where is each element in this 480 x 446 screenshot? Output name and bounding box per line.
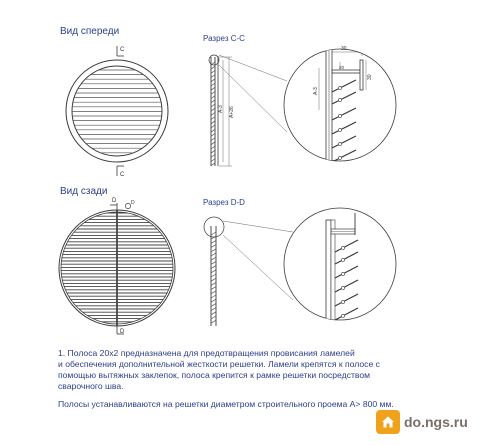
section-cc-hatch bbox=[211, 117, 215, 120]
detail-c-rivet bbox=[338, 156, 341, 159]
detail-c-louvre bbox=[332, 92, 356, 104]
section-dd-hatch bbox=[211, 316, 216, 319]
detail-c-louvre bbox=[332, 136, 356, 148]
detail-c-louvre bbox=[332, 80, 356, 92]
section-cc-hatch bbox=[211, 138, 215, 141]
section-dd-hatch bbox=[211, 295, 216, 298]
detail-c-rivet bbox=[338, 142, 341, 145]
section-dd-hatch bbox=[211, 249, 216, 252]
watermark bbox=[376, 409, 468, 435]
front-louvres bbox=[60, 70, 175, 153]
detail-d-rivet bbox=[341, 258, 344, 261]
section-cc-hatch bbox=[211, 66, 215, 69]
section-dd-hatch bbox=[211, 261, 216, 264]
section-cc-hatch bbox=[211, 142, 215, 145]
detail-c-rivet bbox=[338, 128, 341, 131]
detail-c-rivet bbox=[338, 98, 341, 101]
detail-c bbox=[284, 46, 396, 167]
back-bottom-mark: D bbox=[120, 329, 125, 335]
detail-d-rivet bbox=[341, 286, 344, 289]
front-bottom-mark: C bbox=[120, 172, 125, 178]
section-cc-hatch bbox=[211, 163, 215, 166]
detail-c-louvre bbox=[332, 122, 356, 134]
section-cc-hatch bbox=[211, 112, 215, 115]
leader-line-dd-top bbox=[223, 221, 293, 232]
section-dd-hatch bbox=[211, 240, 216, 243]
detail-d-rivet bbox=[341, 272, 344, 275]
front-top-mark: C bbox=[120, 47, 125, 53]
section-dd-hatch bbox=[211, 257, 216, 260]
section-cc-hatch bbox=[211, 154, 215, 157]
section-cc-hatch bbox=[211, 125, 215, 128]
section-cc-hatch bbox=[211, 108, 215, 111]
front-view-grille bbox=[60, 60, 175, 162]
detail-c-dim-top: 30 bbox=[341, 46, 347, 52]
back-cut-marks bbox=[110, 198, 135, 335]
section-cc-hatch bbox=[211, 70, 215, 73]
detail-d-louvre bbox=[335, 294, 358, 306]
detail-c-louvre bbox=[332, 150, 356, 162]
section-dd-hatch bbox=[211, 278, 216, 281]
section-cc-hatch bbox=[211, 129, 215, 132]
section-dd-hatch bbox=[211, 320, 216, 323]
section-dd-hatch bbox=[211, 266, 216, 269]
detail-d bbox=[284, 208, 396, 330]
section-cc-hatch bbox=[211, 133, 215, 136]
section-cc bbox=[209, 55, 235, 166]
section-dd-hatch bbox=[211, 287, 216, 290]
detail-c-rivet bbox=[338, 86, 341, 89]
section-cc-hatch bbox=[211, 146, 215, 149]
note-line-2: и обеспечения дополнительной жесткости решетки. Ламели крепятся к полосе с bbox=[58, 359, 380, 369]
section-cc-hatch bbox=[211, 75, 215, 78]
section-dd-hatch bbox=[211, 303, 216, 306]
front-view-title: Вид спереди bbox=[60, 26, 120, 37]
back-view-grille bbox=[55, 210, 180, 326]
section-cc-hatch bbox=[211, 121, 215, 124]
section-dd-hatch bbox=[211, 312, 216, 315]
section-cc-hatch bbox=[211, 87, 215, 90]
section-dd-hatch bbox=[211, 245, 216, 248]
notes-block bbox=[58, 348, 408, 410]
section-cc-hatch bbox=[211, 159, 215, 162]
dd-detail-circle bbox=[204, 217, 224, 237]
section-dd-hatch bbox=[211, 308, 216, 311]
section-cc-hatch bbox=[211, 83, 215, 86]
back-view-title: Вид сзади bbox=[60, 186, 108, 197]
section-dd-hatch bbox=[211, 232, 216, 235]
back-detail-mark: D bbox=[131, 200, 135, 206]
section-cc-hatch bbox=[211, 79, 215, 82]
cc-dim-right: A+26 bbox=[229, 106, 235, 118]
note-line-4: сварочного шва. bbox=[58, 381, 124, 391]
section-cc-title: Разрез C-C bbox=[203, 34, 245, 43]
section-dd-title: Разрез D-D bbox=[203, 198, 245, 207]
detail-c-dim-side: 30 bbox=[367, 74, 373, 80]
section-dd-hatch bbox=[211, 299, 216, 302]
leader-line-dd-bottom bbox=[223, 235, 293, 300]
back-top-mark: D bbox=[112, 198, 117, 204]
detail-d-louvre bbox=[335, 240, 358, 252]
section-dd bbox=[204, 217, 224, 326]
back-detail-circle bbox=[125, 203, 130, 208]
watermark-text: do.ngs.ru bbox=[404, 414, 468, 430]
cc-detail-circle bbox=[209, 55, 219, 65]
section-cc-hatch bbox=[211, 104, 215, 107]
note-line-1: 1. Полоса 20х2 предназначена для предотвращения провисания ламелей bbox=[58, 348, 355, 358]
note-line-5: Полосы устанавливаются на решетки диаметром строительного проема A> 800 мм. bbox=[58, 399, 394, 409]
section-dd-hatch bbox=[211, 253, 216, 256]
detail-d-rivet bbox=[341, 300, 344, 303]
note-line-3: помощью вытяжных заклепок, полоса крепится к рамке решетки посредством bbox=[58, 370, 371, 380]
section-cc-hatch bbox=[211, 150, 215, 153]
house-logo-icon bbox=[376, 410, 400, 434]
detail-d-louvre bbox=[335, 266, 358, 278]
detail-c-rivet bbox=[338, 114, 341, 117]
detail-d-rivet bbox=[341, 314, 344, 317]
section-dd-hatch bbox=[211, 274, 216, 277]
detail-c-dim-small: 20 bbox=[339, 65, 345, 70]
section-dd-hatch bbox=[211, 291, 216, 294]
section-dd-hatch bbox=[211, 282, 216, 285]
cc-dim-left: A-3 bbox=[218, 105, 224, 113]
detail-c-louvre bbox=[332, 108, 356, 120]
section-cc-hatch bbox=[211, 96, 215, 99]
detail-d-rivet bbox=[341, 246, 344, 249]
detail-c-dim-vertical: A-3 bbox=[313, 87, 319, 95]
section-cc-hatch bbox=[211, 91, 215, 94]
detail-d-louvre bbox=[335, 280, 358, 292]
section-cc-hatch bbox=[211, 100, 215, 103]
detail-d-louvre bbox=[335, 252, 358, 264]
section-dd-hatch bbox=[211, 270, 216, 273]
